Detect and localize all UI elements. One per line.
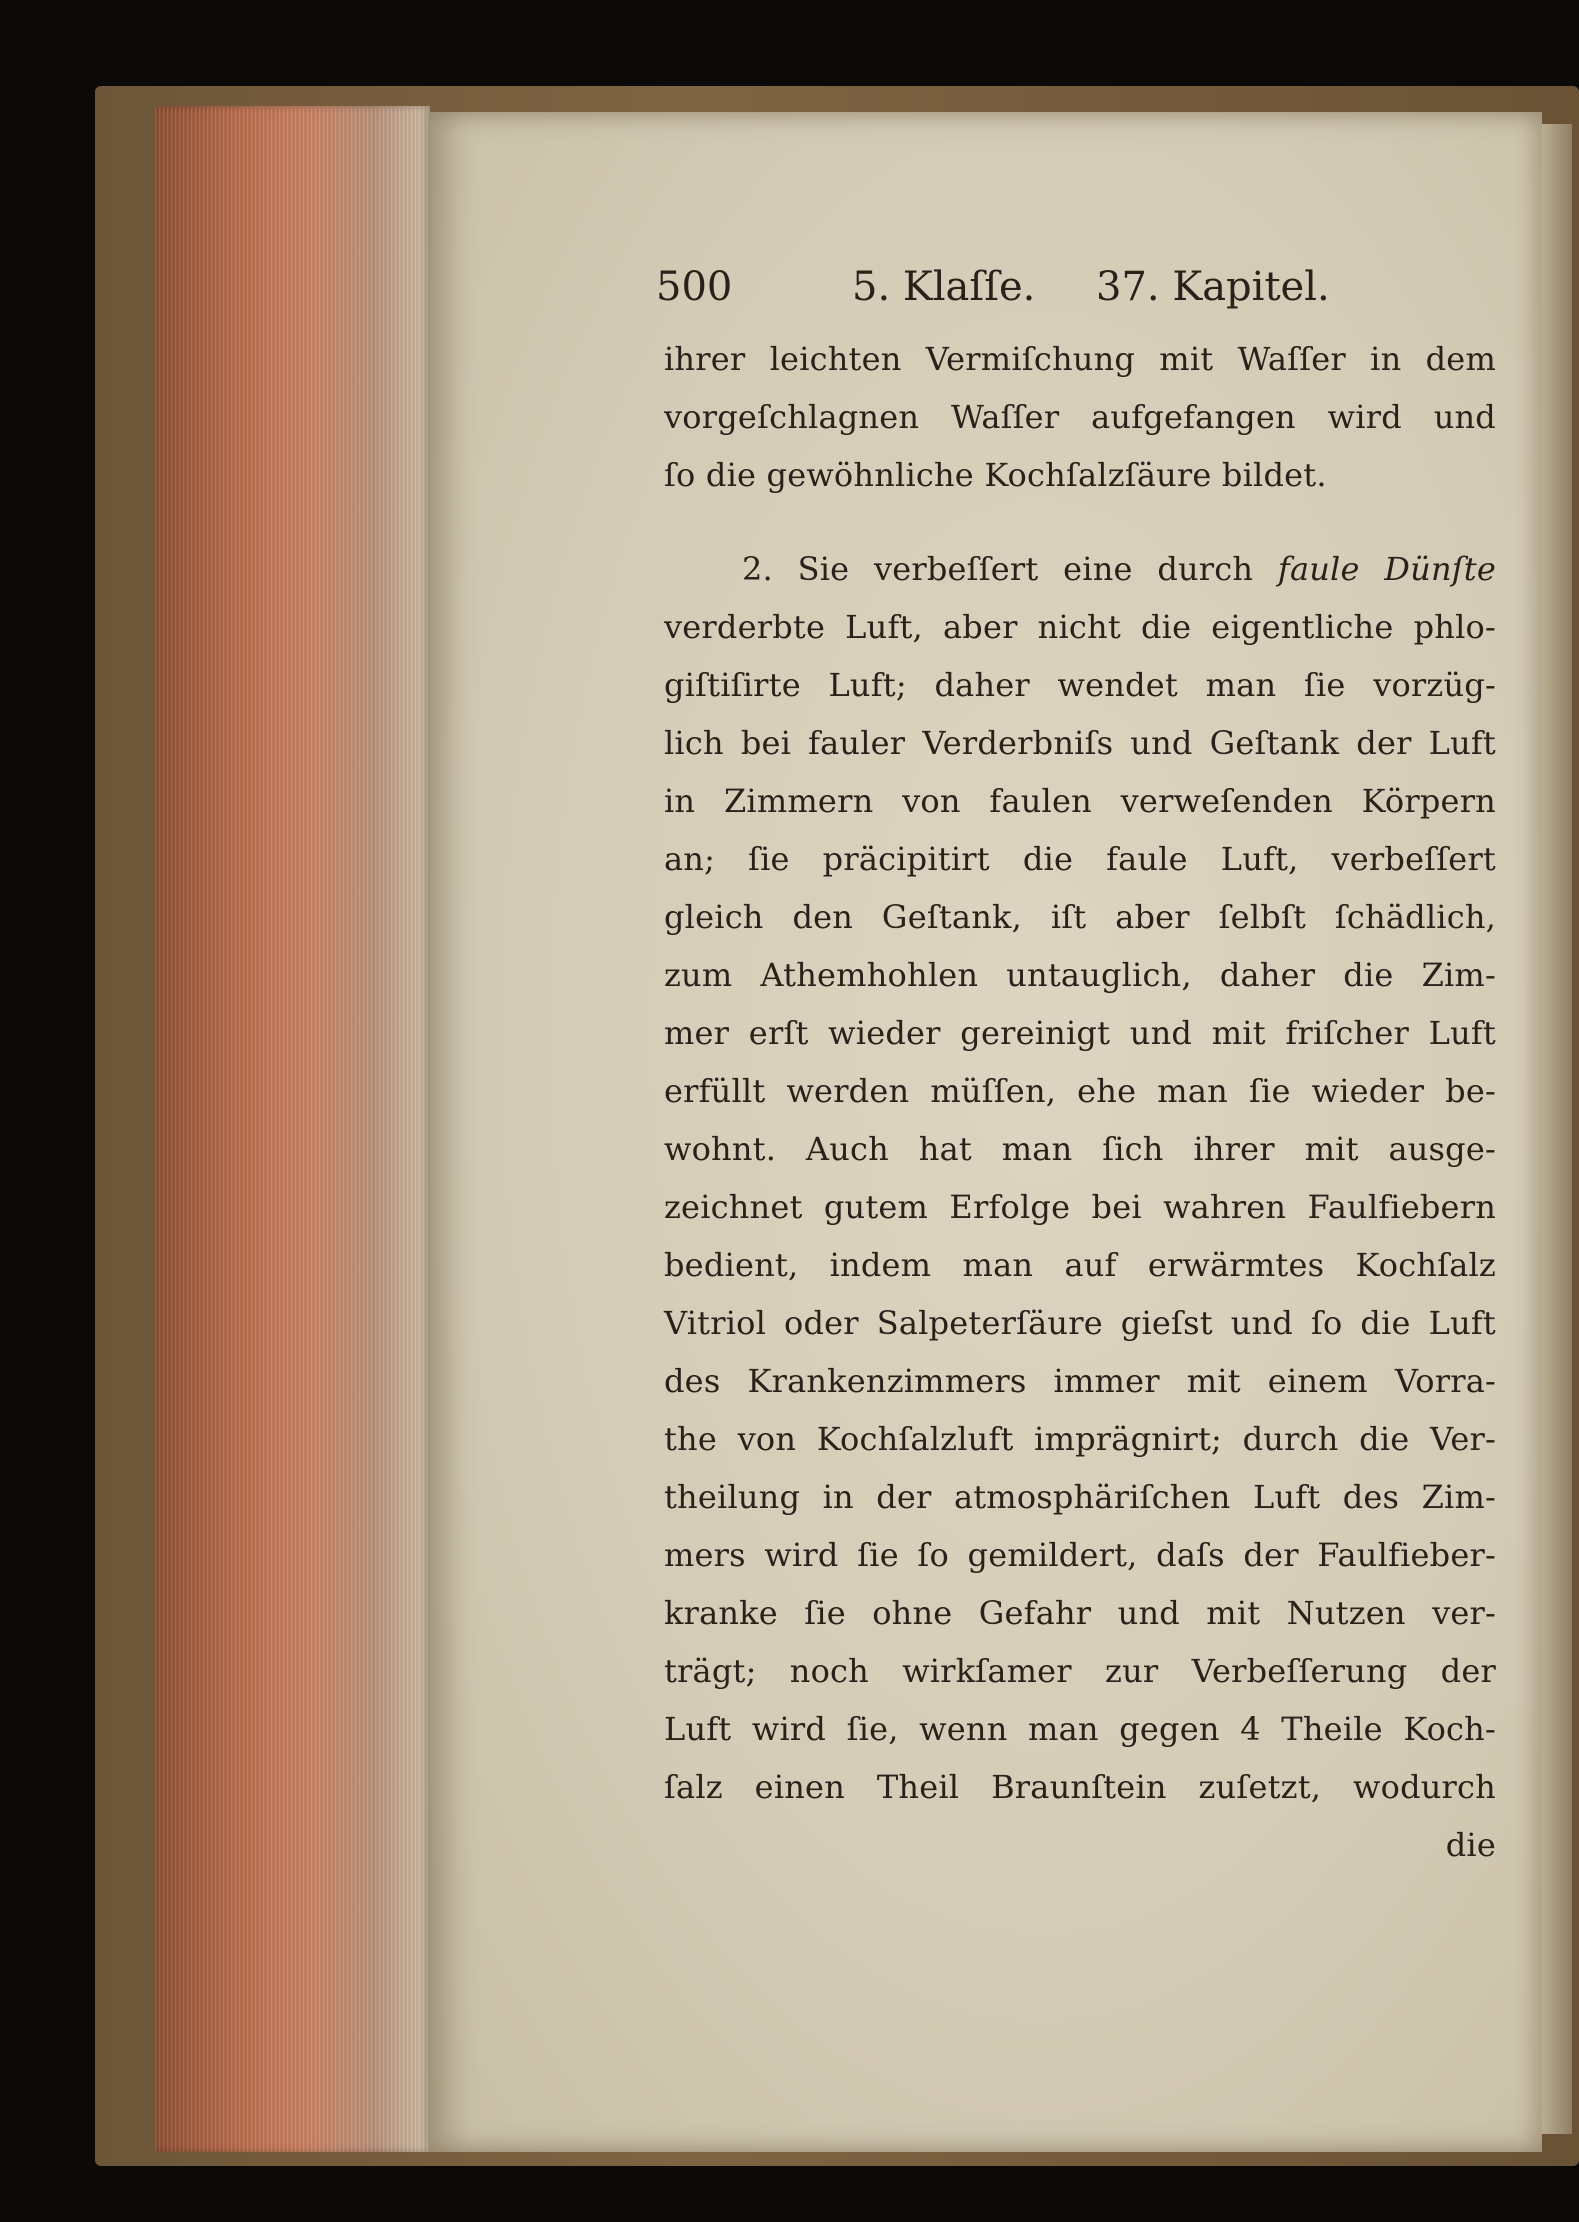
- paragraph-1: [664, 330, 1496, 504]
- text-line: des Krankenzimmers immer mit einem Vorra-: [664, 1362, 1496, 1400]
- page-number: 500: [656, 264, 733, 310]
- text-line: bedient, indem man auf erwärmtes Kochſalz: [664, 1246, 1496, 1284]
- text-line: ſalz einen Theil Braunſtein zuſetzt, wodurch: [664, 1768, 1496, 1806]
- page-text: [656, 250, 1496, 1874]
- text-line: mers wird ſie ſo gemildert, daſs der Faulfieber-: [664, 1536, 1496, 1574]
- text-line: zum Athemhohlen untauglich, daher die Zim-: [664, 956, 1496, 994]
- catchword: die: [1445, 1826, 1496, 1864]
- running-header: [656, 250, 1496, 330]
- text-line: ihrer leichten Vermiſchung mit Waſſer in dem: [664, 340, 1496, 378]
- text-line: [664, 540, 1496, 598]
- italic-phrase: faule Dünſte: [1277, 550, 1496, 588]
- text-line: vorgeſchlagnen Waſſer aufgefangen wird und: [664, 398, 1496, 436]
- page-edges: [155, 106, 430, 2152]
- text-line: an; ſie präcipitirt die faule Luft, verbeſſert: [664, 840, 1496, 878]
- text-line: theilung in der atmosphäriſchen Luft des Zim-: [664, 1478, 1496, 1516]
- text-line: the von Kochſalzluft imprägnirt; durch die Ver-: [664, 1420, 1496, 1458]
- text-run: 2. Sie verbeſſert eine durch: [742, 550, 1278, 588]
- text-line: in Zimmern von faulen verweſenden Körpern: [664, 782, 1496, 820]
- text-line: lich bei fauler Verderbniſs und Geſtank der Luft: [664, 724, 1496, 762]
- text-line: kranke ſie ohne Gefahr und mit Nutzen ver-: [664, 1594, 1496, 1632]
- text-line: Luft wird ſie, wenn man gegen 4 Theile Koch-: [664, 1710, 1496, 1748]
- text-line: zeichnet gutem Erfolge bei wahren Faulfiebern: [664, 1188, 1496, 1226]
- chapter-label: 37. Kapitel.: [1096, 264, 1330, 310]
- text-line: erfüllt werden müſſen, ehe man ſie wieder be-: [664, 1072, 1496, 1110]
- text-line: verderbte Luft, aber nicht die eigentliche phlo-: [664, 608, 1496, 646]
- class-label: 5. Klaſſe.: [852, 264, 1036, 310]
- paragraph-2-lines: [664, 598, 1496, 1816]
- text-line: ſo die gewöhnliche Kochſalzſäure bildet.: [664, 456, 1327, 494]
- text-line: wohnt. Auch hat man ſich ihrer mit ausge-: [664, 1130, 1496, 1168]
- text-line: trägt; noch wirkſamer zur Verbeſſerung der: [664, 1652, 1496, 1690]
- text-line: gleich den Geſtank, iſt aber ſelbſt ſchädlich,: [664, 898, 1496, 936]
- text-line: giſtiſirte Luft; daher wendet man ſie vorzüg-: [664, 666, 1496, 704]
- text-line: mer erſt wieder gereinigt und mit friſcher Luft: [664, 1014, 1496, 1052]
- text-line: Vitriol oder Salpeterſäure gieſst und ſo die Luft: [664, 1304, 1496, 1342]
- facing-page-edge: [1542, 124, 1572, 2134]
- paragraph-2: [664, 540, 1496, 1874]
